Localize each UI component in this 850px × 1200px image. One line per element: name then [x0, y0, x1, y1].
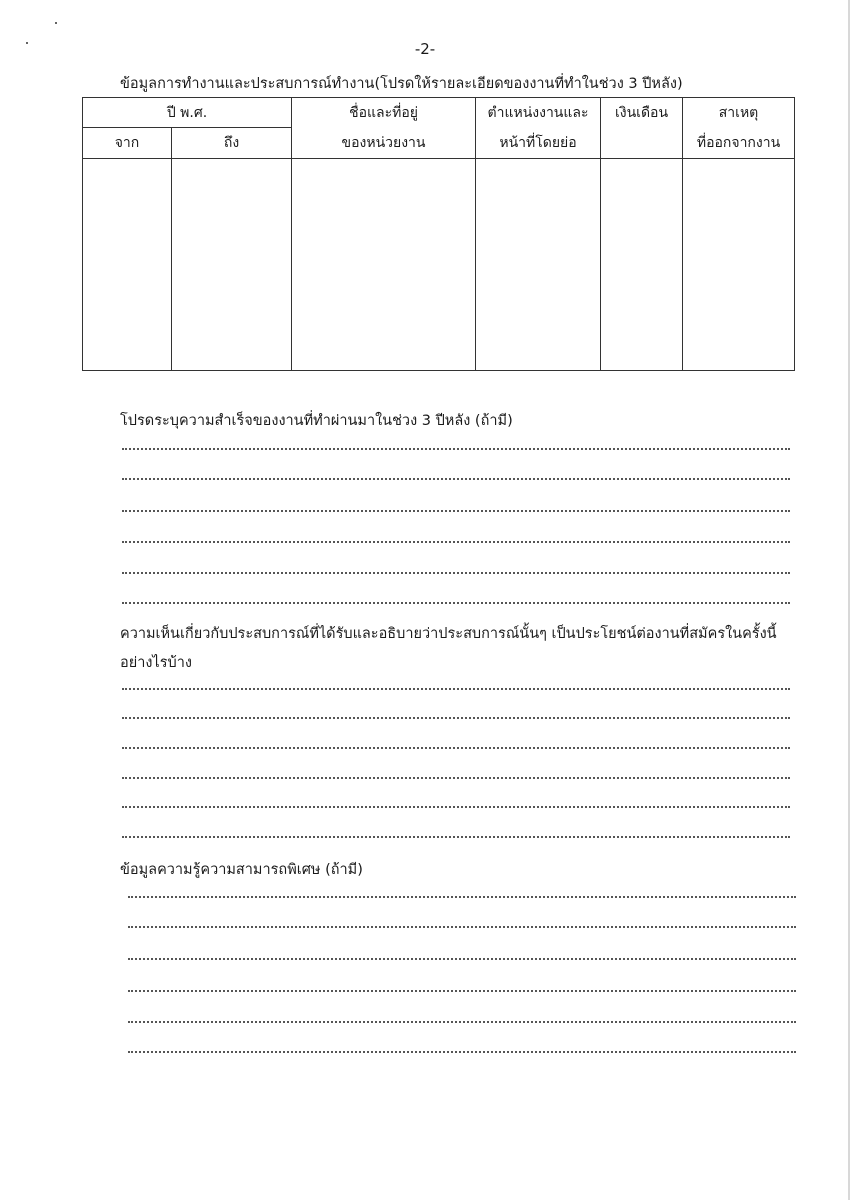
- cell-from[interactable]: [83, 159, 172, 371]
- col-salary-header-blank: [601, 128, 683, 159]
- cell-salary[interactable]: [601, 159, 683, 371]
- experience-opinion-heading-line1: ความเห็นเกี่ยวกับประสบการณ์ที่ได้รับและอธิบายว่าประสบการณ์นั้นๆ เป็นประโยชน์ต่องานที่สมัครในครั้งนี้: [120, 626, 777, 642]
- skills-answer-line[interactable]: [128, 958, 796, 960]
- col-employer-header-line2: ของหน่วยงาน: [292, 128, 476, 159]
- experience-answer-line[interactable]: [122, 777, 790, 779]
- experience-answer-line[interactable]: [122, 747, 790, 749]
- col-employer-header-line1: ชื่อและที่อยู่: [292, 98, 476, 128]
- col-position-header-line1: ตำแหน่งงานและ: [476, 98, 601, 128]
- col-position-header-line2: หน้าที่โดยย่อ: [476, 128, 601, 159]
- experience-answer-line[interactable]: [122, 717, 790, 719]
- skills-answer-line[interactable]: [128, 926, 796, 928]
- cell-reason[interactable]: [683, 159, 795, 371]
- skills-answer-line[interactable]: [128, 896, 796, 898]
- col-from-header: จาก: [83, 128, 172, 159]
- achievements-answer-line[interactable]: [122, 478, 790, 480]
- achievements-answer-line[interactable]: [122, 602, 790, 604]
- col-salary-header: เงินเดือน: [601, 98, 683, 128]
- experience-answer-line[interactable]: [122, 836, 790, 838]
- col-to-header: ถึง: [172, 128, 292, 159]
- experience-answer-line[interactable]: [122, 806, 790, 808]
- col-year-header: ปี พ.ศ.: [83, 98, 292, 128]
- achievements-answer-line[interactable]: [122, 541, 790, 543]
- experience-opinion-heading-line2: อย่างไรบ้าง: [120, 655, 192, 671]
- page-number: -2-: [414, 40, 436, 58]
- work-history-table: [82, 97, 795, 371]
- experience-answer-line[interactable]: [122, 688, 790, 690]
- achievements-answer-line[interactable]: [122, 572, 790, 574]
- work-history-heading: ข้อมูลการทำงานและประสบการณ์ทำงาน(โปรดให้รายละเอียดของงานที่ทำในช่วง 3 ปีหลัง): [120, 76, 683, 92]
- achievements-answer-line[interactable]: [122, 510, 790, 512]
- skills-answer-line[interactable]: [128, 1051, 796, 1053]
- special-skills-heading: ข้อมูลความรู้ความสามารถพิเศษ (ถ้ามี): [120, 862, 363, 878]
- achievements-heading: โปรดระบุความสำเร็จของงานที่ทำผ่านมาในช่วง 3 ปีหลัง (ถ้ามี): [120, 413, 513, 429]
- scan-speck: [55, 22, 57, 24]
- skills-answer-line[interactable]: [128, 1021, 796, 1023]
- cell-position[interactable]: [476, 159, 601, 371]
- skills-answer-line[interactable]: [128, 990, 796, 992]
- achievements-answer-line[interactable]: [122, 448, 790, 450]
- col-reason-header-line2: ที่ออกจากงาน: [683, 128, 795, 159]
- cell-employer[interactable]: [292, 159, 476, 371]
- col-reason-header-line1: สาเหตุ: [683, 98, 795, 128]
- cell-to[interactable]: [172, 159, 292, 371]
